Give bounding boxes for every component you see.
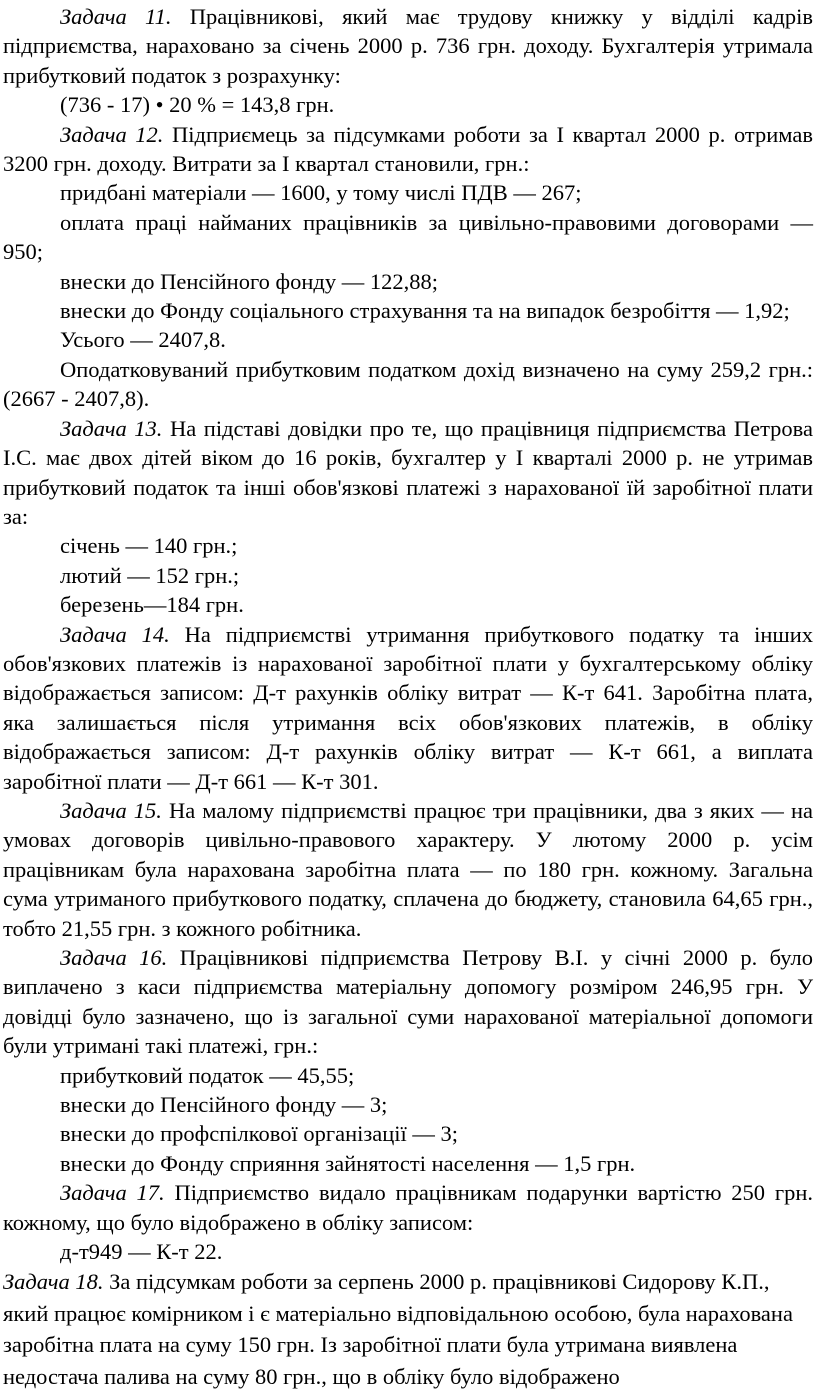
task-15-paragraph [3,796,813,943]
task-18-block [3,1266,813,1392]
task-15-label: Задача 15. [60,797,162,823]
task-18-text: За підсумкам роботи за серпень 2000 р. працівникові Сидорову К.П., який працює комірником і є матеріально відповідальною особою, була нарахована заробітна плата на суму 150 грн. Із заробітної плати була утримана виявлена недостача палива на суму 80 грн., що в обліку було відображено [3,1269,793,1389]
task-13-item: березень—184 грн. [60,592,244,618]
task-12-conclusion: Оподатковуваний прибутковим податком дохід визначено на суму 259,2 грн.: (2667 - 2407,8). [3,356,813,412]
task-12-item: оплата праці найманих працівників за цивільно-правовими договорами — 950; [3,209,813,265]
task-12-item: внески до Пенсійного фонду — 122,88; [60,268,438,294]
task-11-formula: (736 - 17) • 20 % = 143,8 грн. [60,92,335,118]
task-14-text: На підприємстві утримання прибуткового податку та інших обов'язкових платежів із нарахованої заробітної плати у бухгалтерському обліку відображається записом: Д-т рахунків обліку витрат — К-т 641. Заробітна плата, яка залишається після утримання всіх обов'язкових платежів, в обліку відображається записом: Д-т рахунків обліку витрат — К-т 661, а виплата заробітної плати — Д-т 661 — К-т 301. [3,621,813,794]
task-16-label: Задача 16. [60,945,168,970]
task-17-paragraph [3,1178,813,1237]
task-18-label: Задача 18. [3,1269,104,1295]
task-13-paragraph [3,414,813,532]
task-13-item: лютий — 152 грн.; [60,562,240,588]
task-17-entry: д-т949 — К-т 22. [60,1239,223,1265]
task-13-item: січень — 140 грн.; [60,533,238,559]
task-12-paragraph [3,120,813,179]
task-16-item: внески до Пенсійного фонду — 3; [60,1092,388,1118]
task-12-text: Підприємець за підсумками роботи за І квартал 2000 р. отримав 3200 грн. доходу. Витрати за І квартал становили, грн.: [3,121,813,177]
task-16-text: Працівникові підприємства Петрову В.І. у січні 2000 р. було виплачено з каси підприємства матеріальну допомогу розміром 246,95 грн. У довідці було зазначено, що із загальної суми нарахованої матеріальної допомоги були утримані такі платежі, грн.: [3,945,813,1059]
task-13-label: Задача 13. [60,415,163,441]
task-18-paragraph [3,1266,813,1392]
task-14-paragraph [3,620,813,796]
task-12-item: Усього — 2407,8. [60,327,226,353]
task-17-label: Задача 17. [60,1180,165,1206]
task-11-text: Працівникові, який має трудову книжку у відділі кадрів підприємства, нараховано за січень 2000 р. 736 грн. доходу. Бухгалтерія утримала прибутковий податок з розрахунку: [3,4,813,88]
task-13-text: На підставі довідки про те, що працівниця підприємства Петрова І.С. має двох дітей віком до 16 років, бухгалтер у І кварталі 2000 р. не утримав прибутковий податок та інші обов'язкові платежі з нарахованої їй заробітної плати за: [3,415,813,529]
task-16-item: внески до профспілкової організації — 3; [60,1121,459,1147]
task-16-item: внески до Фонду сприяння зайнятості населення — 1,5 грн. [60,1150,636,1176]
task-16-paragraph [3,943,813,1061]
task-15-text: На малому підприємстві працює три працівники, два з яких — на умовах договорів цивільно-правового характеру. У лютому 2000 р. усім працівникам була нарахована заробітна плата — по 180 грн. кожному. Загальна сума утриманого прибуткового податку, сплачена до бюджету, становила 64,65 грн., тобто 21,55 грн. з кожного робітника. [3,797,813,941]
task-12-item: придбані матеріали — 1600, у тому числі ПДВ — 267; [60,180,582,206]
task-11-label: Задача 11. [60,4,172,29]
task-12-item: внески до Фонду соціального страхування та на випадок безробіття — 1,92; [60,298,790,324]
task-17-text: Підприємство видало працівникам подарунки вартістю 250 грн. кожному, що було відображено в обліку записом: [3,1180,813,1235]
task-11-paragraph [3,2,813,90]
task-12-label: Задача 12. [60,121,164,147]
task-16-item: прибутковий податок — 45,55; [60,1062,355,1088]
task-14-label: Задача 14. [60,621,170,647]
